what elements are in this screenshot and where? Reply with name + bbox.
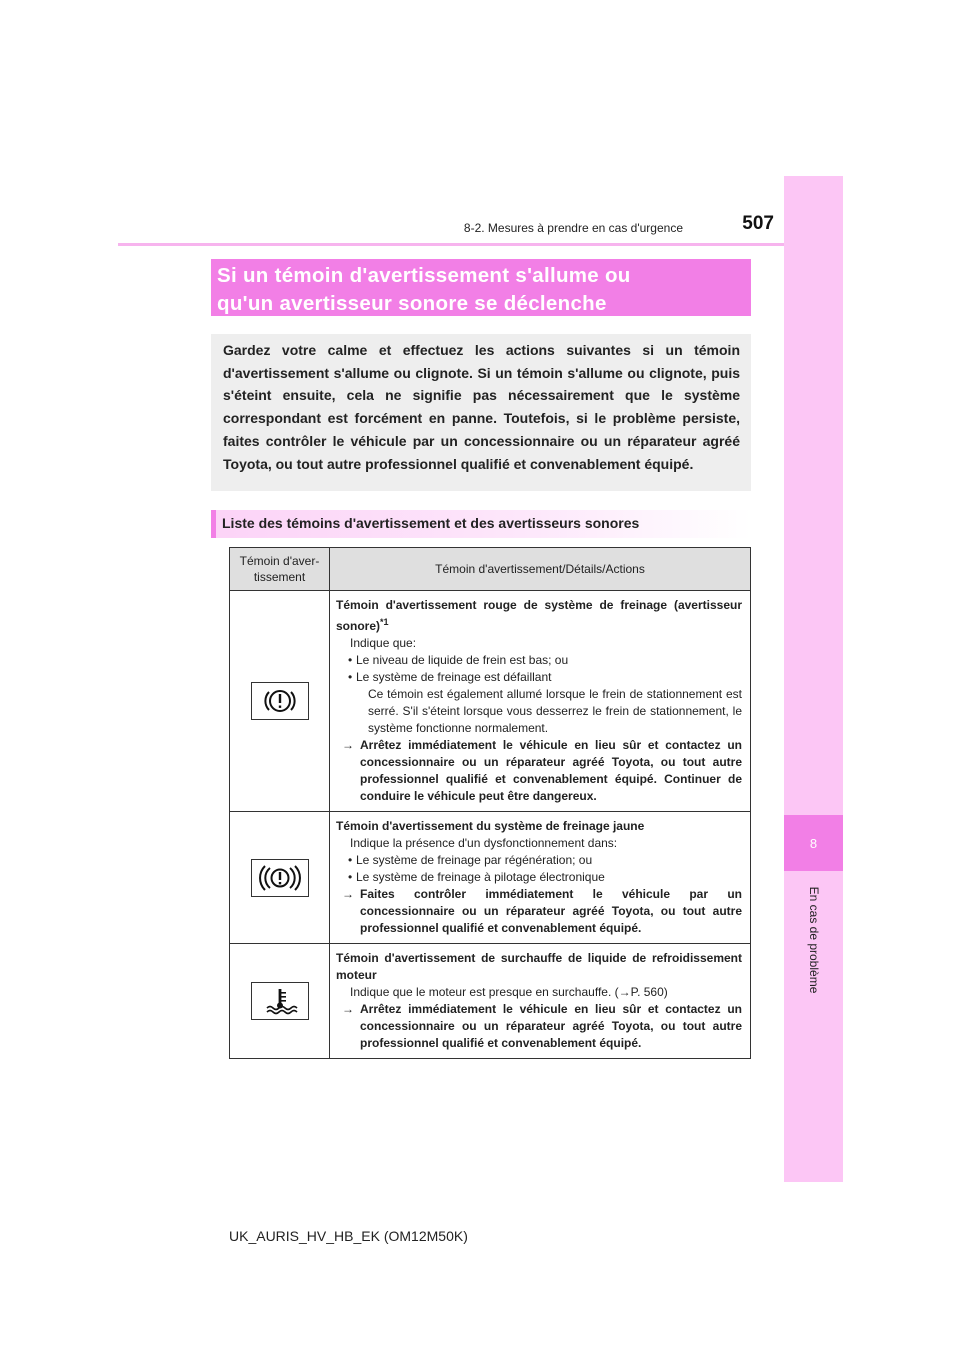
arrow-icon: → (342, 738, 354, 752)
side-tab-label-wrap (784, 880, 843, 1000)
arrow-icon: → (342, 887, 354, 901)
row-intro: Indique la présence d'un dysfonctionnement dans: (350, 836, 618, 850)
row-intro[interactable]: Indique que le moteur est presque en surchauffe. (→P. 560) (350, 985, 668, 999)
table-description-cell (330, 812, 751, 944)
action-text: → Arrêtez immédiatement le véhicule en lieu sûr et contactez un concessionnaire ou un réparateur agréé Toyota, ou tout autre professionnel qualifié et convenablement équipé. (342, 1002, 742, 1050)
page-title-line-1: Si un témoin d'avertissement s'allume ou (217, 264, 631, 287)
list-item: • Le système de freinage à pilotage électronique (336, 869, 742, 886)
subheading: Liste des témoins d'avertissement et des avertisseurs sonores (222, 515, 640, 531)
list-item: • Le système de freinage par régénération; ou (336, 852, 742, 869)
side-tab (784, 176, 843, 1182)
table-row (230, 812, 751, 944)
intro-paragraph: Gardez votre calme et effectuez les actions suivantes si un témoin d'avertissement s'allume ou clignote. Si un témoin s'allume ou clignote, puis s'éteint ensuite, cela ne signifie pas nécessairement que le système correspondant est forcément en panne. Toutefois, si le problème persiste, faites contrôler le véhicule par un concessionnaire ou un réparateur agréé Toyota, ou tout autre professionnel qualifié et convenablement équipé. (223, 342, 740, 472)
table-description-cell (330, 944, 751, 1059)
footnote-marker[interactable]: *1 (380, 617, 389, 627)
footer-document-code: UK_AURIS_HV_HB_EK (OM12M50K) (229, 1228, 468, 1244)
brake-warning-icon (251, 682, 309, 720)
row-intro: Indique que: (350, 636, 417, 650)
arrow-icon: → (342, 1002, 354, 1016)
list-item: • Le système de freinage est défaillant (336, 669, 742, 686)
row-title: Témoin d'avertissement du système de freinage jaune (336, 819, 645, 833)
section-heading: 8-2. Mesures à prendre en cas d'urgence (463, 221, 683, 235)
action-text: → Arrêtez immédiatement le véhicule en lieu sûr et contactez un concessionnaire ou un réparateur agréé Toyota, ou tout autre professionnel qualifié et convenablement équipé. Continuer de conduire le véhicule peut être dangereux. (342, 738, 742, 803)
side-tab-number[interactable]: 8 (809, 835, 818, 851)
subheading-accent-bar (211, 510, 216, 538)
table-header-details-column: Témoin d'avertissement/Détails/Actions (330, 548, 751, 591)
table-header-row (230, 548, 751, 591)
list-item: • Le niveau de liquide de frein est bas; ou (336, 652, 742, 669)
table-icon-cell (230, 812, 330, 944)
page-title-line-2: qu'un avertisseur sonore se déclenche (217, 292, 607, 315)
side-tab-label: En cas de problème (806, 886, 821, 994)
table-icon-cell (230, 944, 330, 1059)
coolant-temperature-icon (251, 982, 309, 1020)
bullet-note: Ce témoin est également allumé lorsque le frein de stationnement est serré. S'il s'éteint lorsque vous desserrez le frein de stationnement, le système fonctionne normalement. (368, 687, 742, 735)
action-text: → Faites contrôler immédiatement le véhicule par un concessionnaire ou un réparateur agréé Toyota, ou tout autre professionnel qualifié et convenablement équipé. (342, 887, 742, 935)
page-title (217, 262, 747, 318)
table-icon-cell (230, 591, 330, 812)
row-title: Témoin d'avertissement rouge de système de freinage (avertisseur sonore) (336, 598, 742, 633)
table-description-cell (330, 591, 751, 812)
table-header-icon-column: Témoin d'aver-tissement (230, 548, 330, 591)
warning-lights-table (229, 547, 751, 1059)
page-number: 507 (742, 213, 774, 234)
row-title: Témoin d'avertissement de surchauffe de liquide de refroidissement moteur (336, 951, 742, 982)
table-row (230, 944, 751, 1059)
table-row (230, 591, 751, 812)
brake-system-icon (251, 859, 309, 897)
header-divider (118, 243, 784, 246)
